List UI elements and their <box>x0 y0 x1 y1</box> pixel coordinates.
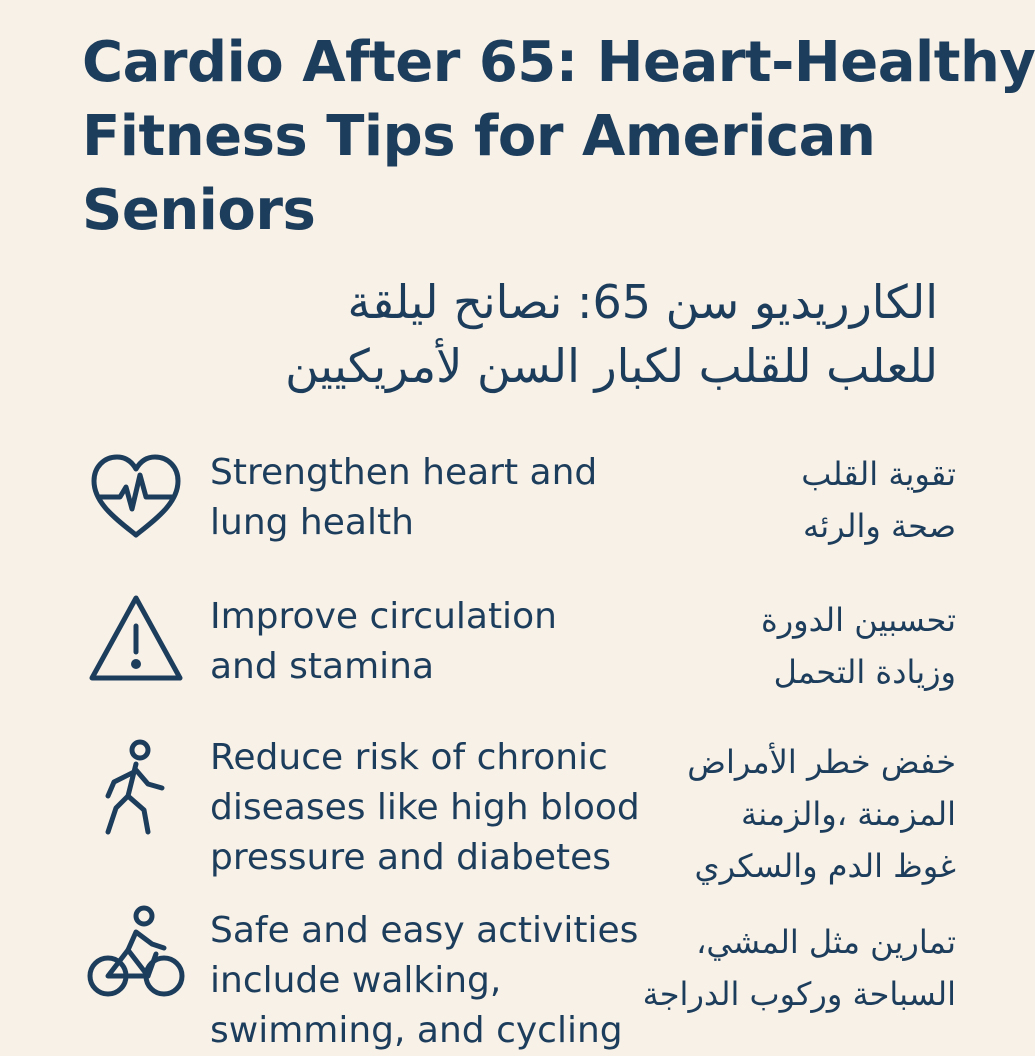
tip-text-line: and stamina <box>210 646 435 687</box>
tip-arabic-line: غوظ الدم والسكري <box>694 847 956 885</box>
tip-arabic-text <box>616 448 956 552</box>
tip-text-line: lung health <box>210 502 414 543</box>
tip-arabic-text <box>616 736 956 892</box>
warning-triangle-icon <box>86 590 186 690</box>
tip-text-line: diseases like high blood <box>210 787 640 828</box>
tip-text-line: swimming, and cycling <box>210 1010 623 1051</box>
tip-text-line: Improve circulation <box>210 596 557 637</box>
tip-text-line: pressure and diabetes <box>210 837 612 878</box>
arabic-title-line: الكارريديو سن 65: نصانح ليلقة <box>347 275 938 329</box>
title-line: Cardio After 65: Heart-Healthy <box>82 30 1035 95</box>
tip-english-text <box>210 448 660 548</box>
tip-english-text <box>210 906 660 1056</box>
tip-english-text <box>210 592 660 692</box>
walking-person-icon <box>86 738 186 838</box>
tip-arabic-line: تقوية القلب <box>801 455 956 493</box>
heart-pulse-icon <box>86 447 186 547</box>
cyclist-icon <box>86 904 186 1004</box>
title-line: Fitness Tips for American <box>82 104 876 169</box>
title-line: Seniors <box>82 178 316 243</box>
tip-arabic-line: وزيادة التحمل <box>773 653 956 691</box>
page-title <box>82 26 1035 248</box>
tip-arabic-text <box>616 594 956 698</box>
tip-english-text <box>210 733 660 883</box>
tip-arabic-line: المزمنة ،والزمنة <box>741 795 956 833</box>
tip-arabic-line: السباحة وركوب الدراجة <box>642 975 956 1013</box>
tip-arabic-line: خفض خطر الأمراض <box>687 743 956 781</box>
tip-text-line: Safe and easy activities <box>210 910 639 951</box>
tip-arabic-line: تحسبين الدورة <box>760 601 956 639</box>
tip-arabic-line: تمارين مثل المشي، <box>696 923 956 961</box>
arabic-title <box>178 270 938 398</box>
tip-arabic-line: صحة والرئه <box>803 507 956 545</box>
tip-text-line: Strengthen heart and <box>210 452 598 493</box>
tip-text-line: include walking, <box>210 960 502 1001</box>
tip-arabic-text <box>616 916 956 1020</box>
tip-text-line: Reduce risk of chronic <box>210 737 608 778</box>
arabic-title-line: للعلب للقلب لكبار السن لأمريكيين <box>285 339 938 393</box>
